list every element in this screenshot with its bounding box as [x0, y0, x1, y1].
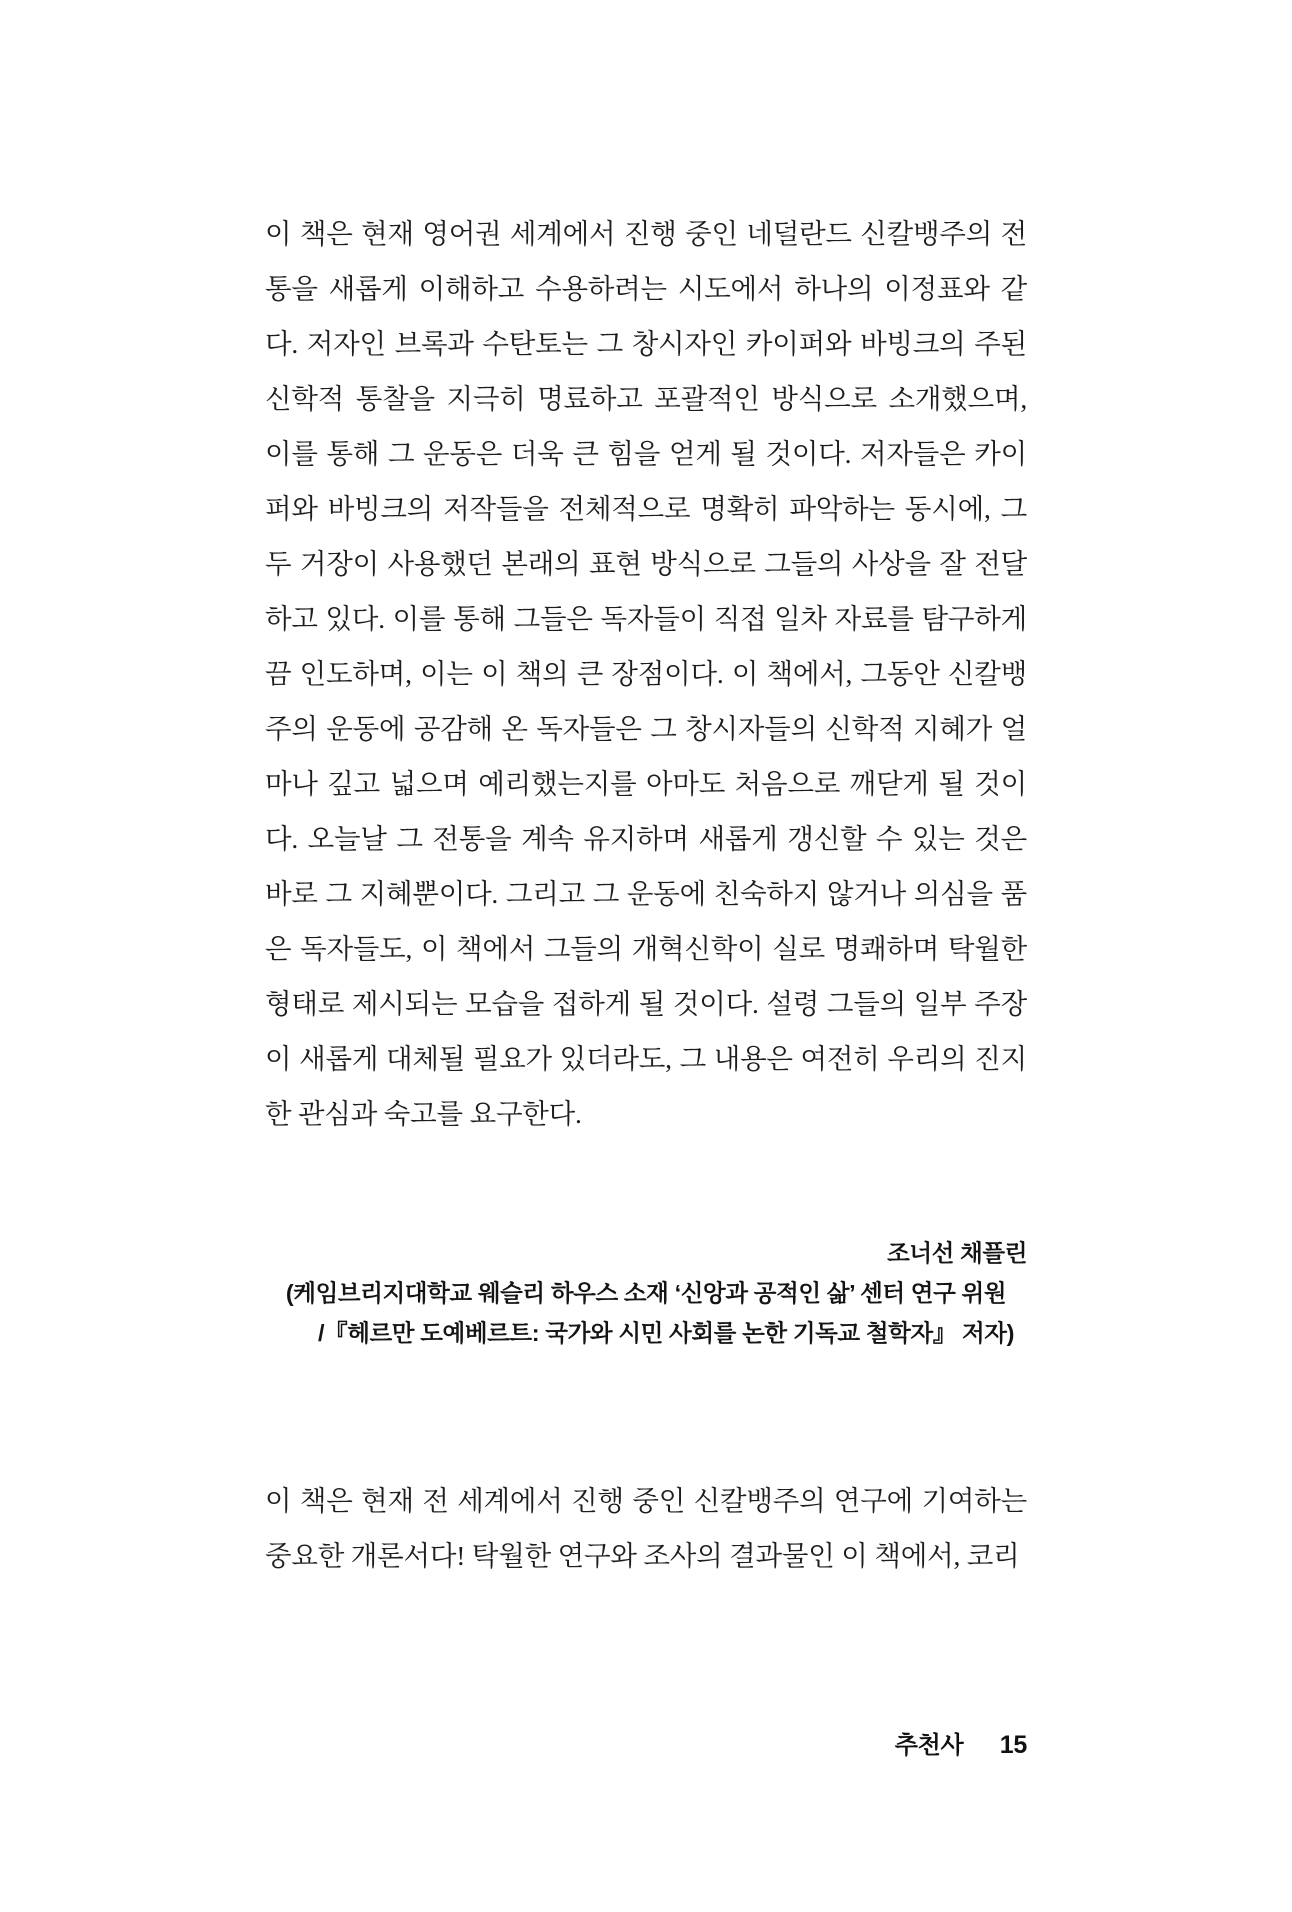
page-footer [265, 1725, 1027, 1760]
endorser-affiliation-line-2: /『헤르만 도예베르트: 국가와 시민 사회를 논한 기독교 철학자』 저자) [317, 1320, 1015, 1346]
body-paragraph-1: 이 책은 현재 영어권 세계에서 진행 중인 네덜란드 신칼뱅주의 전통을 새롭게 이해하고 수용하려는 시도에서 하나의 이정표와 같다. 저자인 브록과 수탄토는 그 창시자인 카이퍼와 바빙크의 주된 신학적 통찰을 지극히 명료하고 포괄적인 방식으로 소개했으며, 이를 통해 그 운동은 더욱 큰 힘을 얻게 될 것이다. 저자들은 카이퍼와 바빙크의 저작들을 전체적으로 명확히 파악하는 동시에, 그 두 거장이 사용했던 본래의 표현 방식으로 그들의 사상을 잘 전달하고 있다. 이를 통해 그들은 독자들이 직접 일차 자료를 탐구하게끔 인도하며, 이는 이 책의 큰 장점이다. 이 책에서, 그동안 신칼뱅주의 운동에 공감해 온 독자들은 그 창시자들의 신학적 지혜가 얼마나 깊고 넓으며 예리했는지를 아마도 처음으로 깨닫게 될 것이다. 오늘날 그 전통을 계속 유지하며 새롭게 갱신할 수 있는 것은 바로 그 지혜뿐이다. 그리고 그 운동에 친숙하지 않거나 의심을 품은 독자들도, 이 책에서 그들의 개혁신학이 실로 명쾌하며 탁월한 형태로 제시되는 모습을 접하게 될 것이다. 설령 그들의 일부 주장이 새롭게 대체될 필요가 있더라도, 그 내용은 여전히 우리의 진지한 관심과 숙고를 요구한다. [265, 218, 1027, 1129]
footer-section-label: 추천사 [894, 1732, 964, 1759]
endorser-name: 조너선 채플린 [887, 1240, 1027, 1266]
body-paragraph-2: 이 책은 현재 전 세계에서 진행 중인 신칼뱅주의 연구에 기여하는 중요한 개론서다! 탁월한 연구와 조사의 결과물인 이 책에서, 코리 [265, 1485, 1027, 1571]
page-content [265, 206, 1027, 1583]
endorser-affiliation-line-1: (케임브리지대학교 웨슬리 하우스 소재 ‘신앙과 공적인 삶’ 센터 연구 위원 [285, 1280, 1007, 1306]
footer-page-number: 15 [999, 1731, 1027, 1759]
endorsement-block [265, 1233, 1027, 1353]
